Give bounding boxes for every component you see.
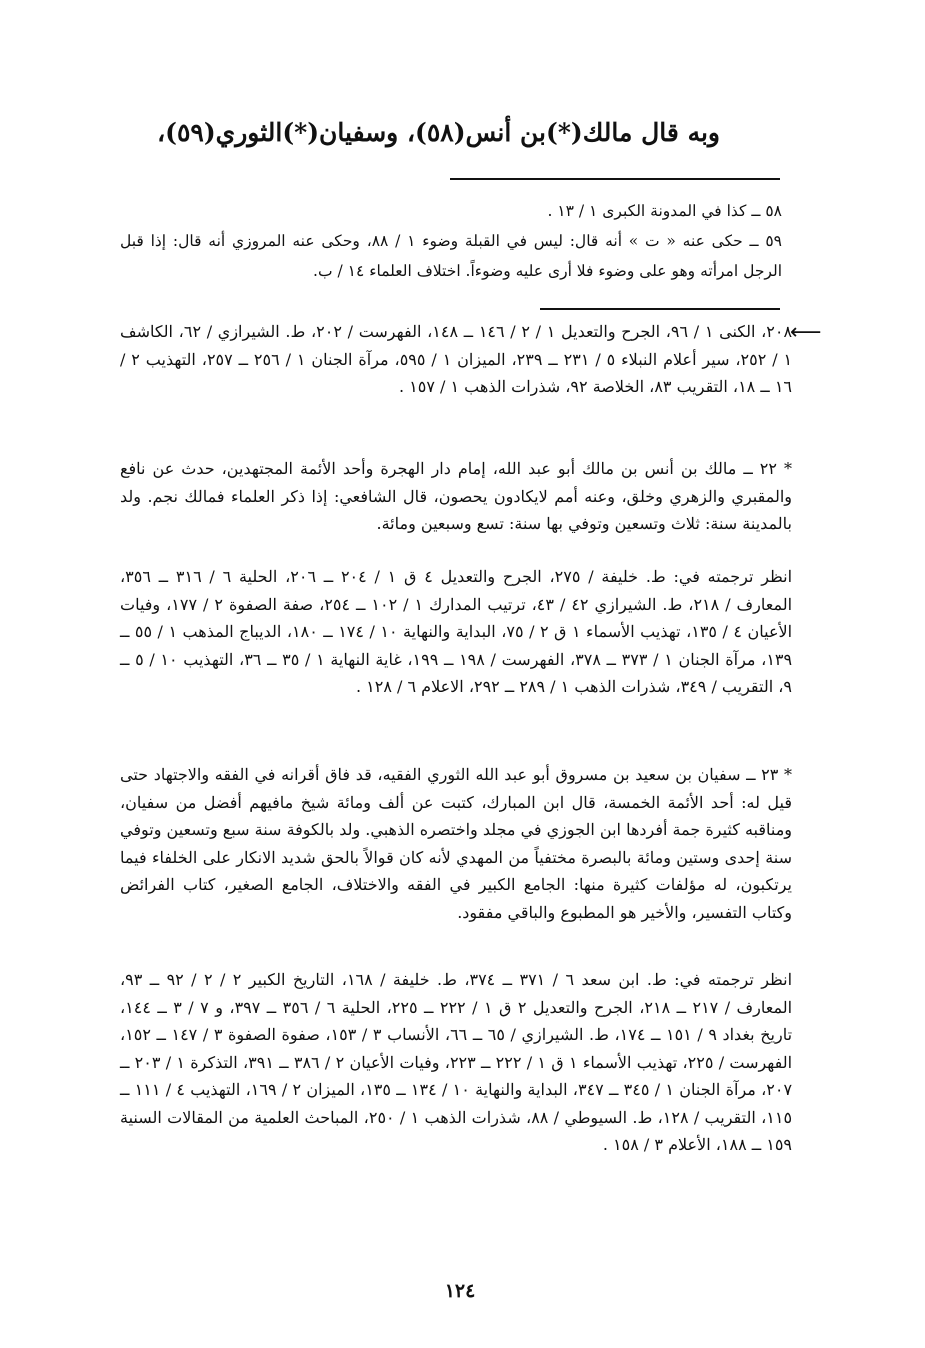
footnote-59: ٥٩ ــ حكى عنه « ت » أنه قال: ليس في القبلة وضوء ١ / ٨٨، وحكى عنه المروزي أنه قال: إذا قبل الرجل امرأته وهو على وضوء فلا أرى عليه وضوءاً. اختلاف العلماء ١٤ / ب.: [120, 232, 782, 280]
biography-22-malik: * ٢٢ ــ مالك بن أنس بن مالك أبو عبد الله، إمام دار الهجرة وأحد الأئمة المجتهدين، حدث عن نافع والمقبري والزهري وخلق، وعنه أمم لايكادون يحصون، قال الشافعي: إذا ذكر العلماء فمالك نجم. ولد بالمدينة سنة: ثلاث وتسعين وتوفي بها سنة: تسع وسبعين ومائة.: [120, 459, 792, 533]
footnote-separator-top: [450, 178, 780, 180]
biography-23-sufyan: * ٢٣ ــ سفيان بن سعيد بن مسروق أبو عبد الله الثوري الفقيه، قد فاق أقرانه في الفقه والاجتهاد حتى قيل له: أحد الأئمة الخمسة، قال ابن المبارك، كتبت عن ألف ومائة شيخ مافيهم أفضل من سفيان، ومناقبه كثيرة جمة أفردها ابن الجوزي في مجلد واختصره الذهبي. ولد بالكوفة سنة سبع وتسعين وتوفي سنة إحدى وستين ومائة بالبصرة مختفياً من المهدي لأنه كان قوالاً بالحق شديد الانكار على الخلفاء فيما يرتكبون، له مؤلفات كثيرة منها: الجامع الكبير في الفقه والاختلاف، الجامع الصغير، كتاب الفرائض وكتاب التفسير، والأخير هو المطبوع والباقي مفقود.: [120, 765, 793, 922]
page-heading: وبه قال مالك(*)بن أنس(٥٨)، وسفيان(*)الثوري(٥٩)،: [157, 118, 720, 147]
footnote-58: ٥٨ ــ كذا في المدونة الكبرى ١ / ١٣ .: [547, 202, 782, 220]
footnote-separator-bottom: [540, 308, 780, 310]
biography-23-refs: انظر ترجمته في: ط. ابن سعد ٦ / ٣٧١ ــ ٣٧٤، ط. خليفة / ١٦٨، التاريخ الكبير ٢ / ٢ / ٩٢ ــ ٩٣، المعارف / ٢١٧ ــ ٢١٨، الجرح والتعديل ٢ ق ١ / ٢٢٢ ــ ٢٢٥، الحلية ٦ / ٣٥٦ ــ ٣٩٧، و ٧ / ٣ ــ ١٤٤، تاريخ بغداد ٩ / ١٥١ ــ ١٧٤، ط. الشيرازي / ٦٥ ــ ٦٦، الأنساب ٣ / ١٥٣، صفوة الصفوة ٣ / ١٤٧ ــ ١٥٢، الفهرست / ٢٢٥، تهذيب الأسماء ١ ق ١ / ٢٢٢ ــ ٢٢٣، وفيات الأعيان ٢ / ٣٨٦ ــ ٣٩١، التذكرة ١ / ٢٠٣ ــ ٢٠٧، مرآة الجنان ١ / ٣٤٥ ــ ٣٤٧، البداية والنهاية ١٠ / ١٣٤ ــ ١٣٥، الميزان ٢ / ١٦٩، التهذيب ٤ / ١١١ ــ ١١٥، التقريب / ١٢٨، ط. السيوطي / ٨٨، شذرات الذهب ١ / ٢٥٠، المباحث العلمية من المقالات السنية ١٥٩ ــ ١٨٨، الأعلام ٣ / ١٥٨ .: [120, 970, 793, 1154]
page-number: ١٢٤: [444, 1280, 476, 1302]
biography-208-refs: ٢٠٨، الكنى ١ / ٩٦، الجرح والتعديل ١ / ٢ / ١٤٦ ــ ١٤٨، الفهرست / ٢٠٢، ط. الشيرازي / ٦٢، الكاشف ١ / ٢٥٢، سير أعلام النبلاء ٥ / ٢٣١ ــ ٢٣٩، الميزان ١ / ٥٩٥، مرآة الجنان ١ / ٢٥٦ ــ ٢٥٧، التهذيب ٢ / ١٦ ــ ١٨، التقريب ٨٣، الخلاصة ٩٢، شذرات الذهب ١ / ١٥٧ .: [120, 322, 793, 396]
biography-22-refs: انظر ترجمته في: ط. خليفة / ٢٧٥، الجرح والتعديل ٤ ق ١ / ٢٠٤ ــ ٢٠٦، الحلية ٦ / ٣١٦ ــ ٣٥٦، المعارف / ٢١٨، ط. الشيرازي ٤٢ / ٤٣، ترتيب المدارك ١ / ١٠٢ ــ ٢٥٤، صفة الصفوة ٢ / ١٧٧، وفيات الأعيان ٤ / ١٣٥، تهذيب الأسماء ١ ق ٢ / ٧٥، البداية والنهاية ١٠ / ١٧٤ ــ ١٨٠، الديباج المذهب ١ / ٥٥ ــ ١٣٩، مرآة الجنان ١ / ٣٧٣ ــ ٣٧٨، الفهرست / ١٩٨ ــ ١٩٩، غاية النهاية ١ / ٣٥ ــ ٣٦، التهذيب ١٠ / ٥ ــ ٩، التقريب / ٣٤٩، شذرات الذهب ١ / ٢٨٩ ــ ٢٩٢، الاعلام ٦ / ١٢٨ .: [120, 567, 793, 696]
margin-arrow-icon: ⟵: [790, 320, 822, 345]
